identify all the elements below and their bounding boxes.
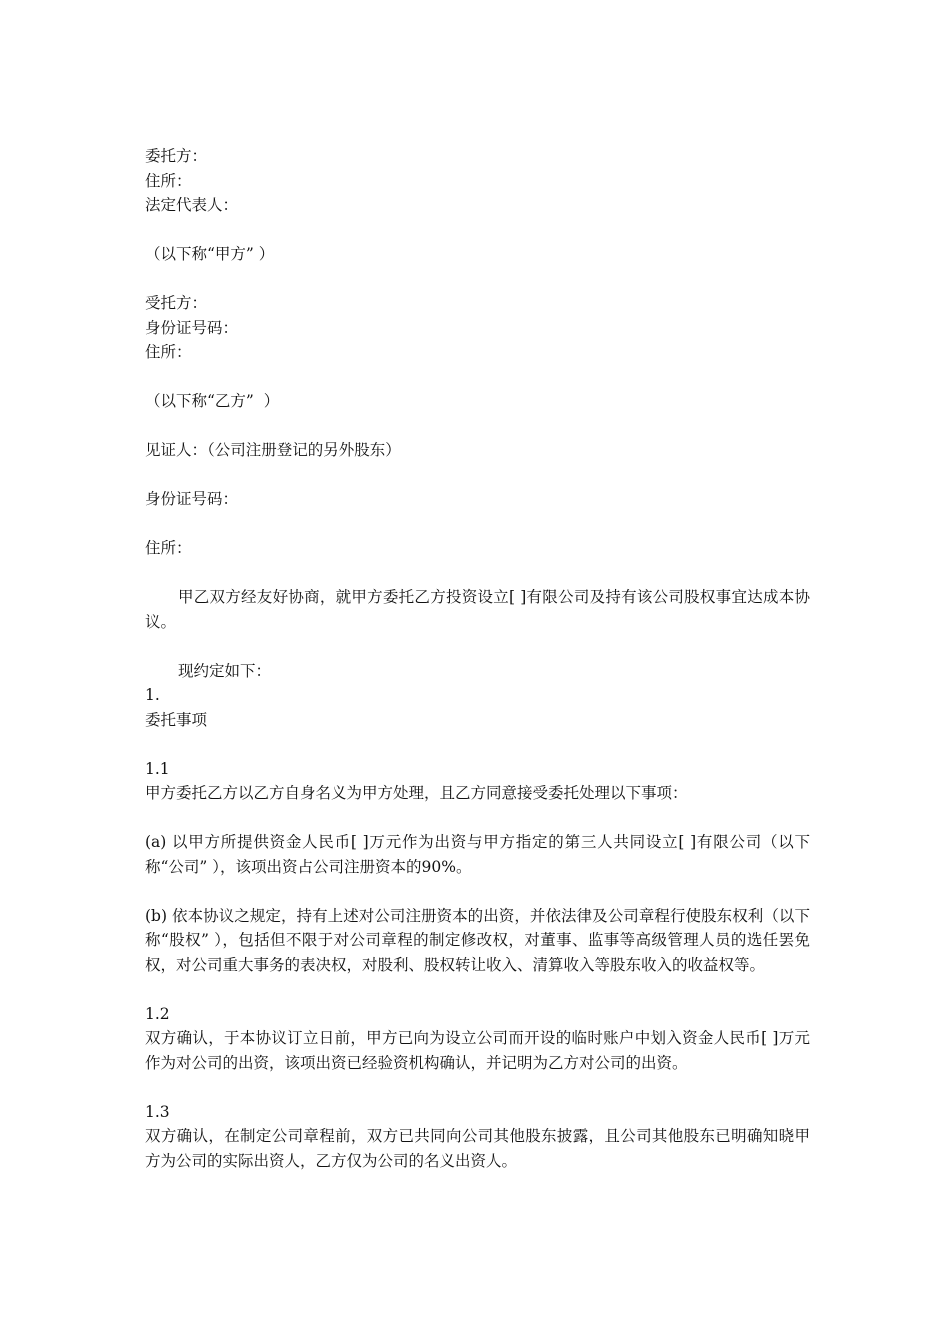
principal-legal-rep-label: 法定代表人：: [145, 196, 239, 214]
agreement-intro: 现约定如下：: [178, 661, 272, 680]
witness-label: 见证人：（公司注册登记的另外股东）: [145, 441, 401, 459]
agent-id-label: 身份证号码：: [145, 318, 239, 337]
clause-1-3-text: 双方确认，在制定公司章程前，双方已共同向公司其他股东披露，且公司其他股东已明确知晓甲方为公司的实际出资人，乙方仅为公司的名义出资人。: [145, 1127, 810, 1170]
clause-1-3-number: 1.3: [145, 1102, 170, 1121]
witness-address-label: 住所：: [145, 539, 192, 557]
clause-1-2-number: 1.2: [145, 1004, 170, 1023]
principal-alias: （以下称“甲方” ）: [145, 245, 275, 263]
clause-1-1-text: 甲方委托乙方以乙方自身名义为甲方处理，且乙方同意接受委托处理以下事项：: [145, 784, 688, 802]
clause-1-2-text: 双方确认，于本协议订立日前，甲方已向为设立公司而开设的临时账户中划入资金人民币[ ]万元作为对公司的出资，该项出资已经验资机构确认，并记明为乙方对公司的出资。: [145, 1029, 810, 1072]
agent-alias: （以下称“乙方” ）: [145, 392, 280, 410]
clause-1-1-item-a: (a) 以甲方所提供资金人民币[ ]万元作为出资与甲方指定的第三人共同设立[ ]有限公司（以下称“公司” ），该项出资占公司注册资本的90%。: [145, 833, 810, 876]
clause-1-1-number: 1.1: [145, 759, 170, 778]
section-1-number: 1.: [145, 686, 160, 704]
agreement-page: [145, 144, 810, 1173]
clause-1-1-item-b: (b) 依本协议之规定，持有上述对公司注册资本的出资，并依法律及公司章程行使股东权利（以下称“股权” ），包括但不限于对公司章程的制定修改权，对董事、监事等高级管理人员的选任罢免权，对公司重大事务的表决权，对股利、股权转让收入、清算收入等股东收入的收益权等。: [145, 906, 810, 974]
agent-address-label: 住所：: [145, 343, 192, 361]
agent-label: 受托方：: [145, 294, 208, 312]
principal-label: 委托方：: [145, 147, 208, 165]
preamble-paragraph: 甲乙双方经友好协商，就甲方委托乙方投资设立[ ]有限公司及持有该公司股权事宜达成本协议。: [145, 588, 810, 631]
section-1-title: 委托事项: [145, 710, 208, 729]
principal-address-label: 住所：: [145, 171, 192, 190]
witness-id-label: 身份证号码：: [145, 490, 239, 508]
